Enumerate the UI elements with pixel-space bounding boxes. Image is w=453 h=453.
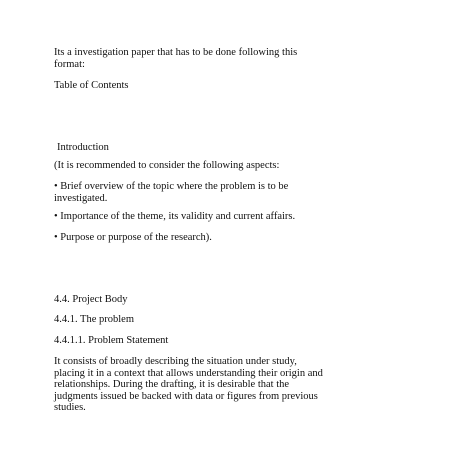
body-paragraph: It consists of broadly describing the situation under study, placing it in a context that allows understanding their origin and relationships. During the drafting, it is desirable that the judgments issued be backed with data or figures from previous studies. <box>54 356 323 413</box>
toc-heading: Table of Contents <box>54 80 129 91</box>
section-heading-4-4: 4.4. Project Body <box>54 294 128 305</box>
introduction-heading: Introduction <box>57 142 109 153</box>
section-heading-4-4-1: 4.4.1. The problem <box>54 314 135 325</box>
bullet-overview: • Brief overview of the topic where the problem is to be investigated. <box>54 181 289 204</box>
bullet-importance: • Importance of the theme, its validity and current affairs. <box>54 211 296 222</box>
recommendation-text: (It is recommended to consider the following aspects: <box>54 160 280 171</box>
section-heading-4-4-1-1: 4.4.1.1. Problem Statement <box>54 335 169 346</box>
bullet-purpose: • Purpose or purpose of the research). <box>54 232 212 243</box>
intro-line: Its a investigation paper that has to be done following this format: <box>54 47 298 70</box>
